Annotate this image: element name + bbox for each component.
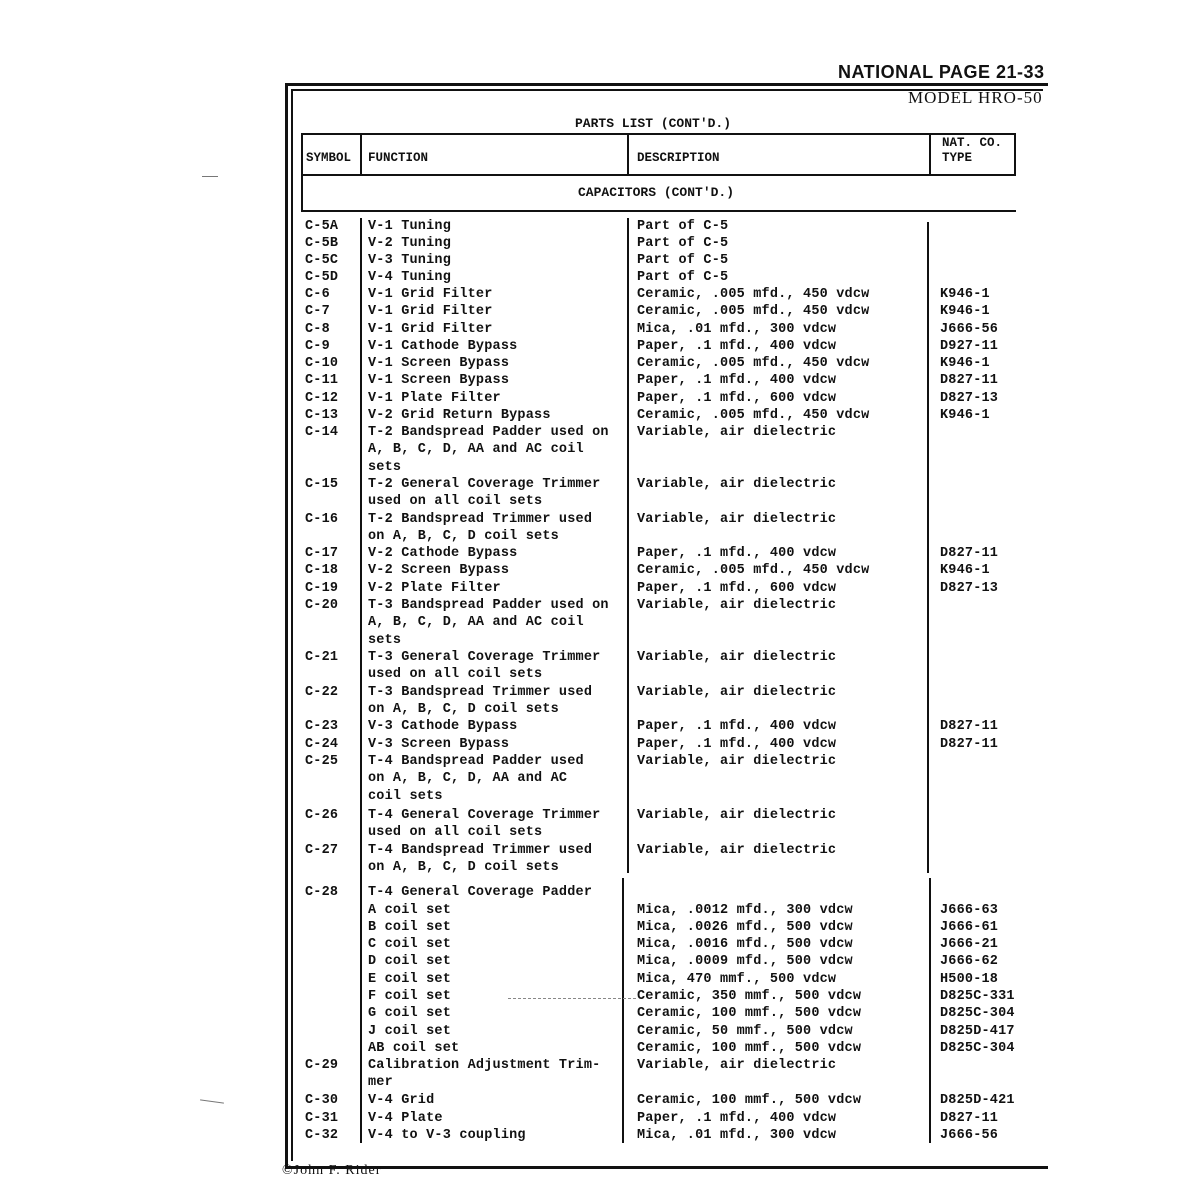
part-type: D827-11 [940, 546, 999, 561]
part-description: Paper, .1 mfd., 400 vdcw [637, 373, 837, 388]
part-symbol: C-26 [305, 808, 339, 823]
part-function: T-4 General Coverage Trimmer used on all coil sets [368, 808, 601, 841]
part-description: Ceramic, 350 mmf., 500 vdcw [637, 989, 862, 1004]
part-description: Variable, air dielectric [637, 650, 837, 665]
part-description: Variable, air dielectric [637, 808, 837, 823]
part-description: Ceramic, 100 mmf., 500 vdcw [637, 1006, 862, 1021]
part-function: V-1 Grid Filter [368, 287, 493, 302]
part-symbol: C-9 [305, 339, 330, 354]
part-function: V-1 Tuning [368, 219, 452, 234]
part-type: K946-1 [940, 408, 990, 423]
part-function: V-1 Grid Filter [368, 322, 493, 337]
part-function: V-1 Cathode Bypass [368, 339, 518, 354]
part-description: Paper, .1 mfd., 400 vdcw [637, 1111, 837, 1126]
part-type: K946-1 [940, 356, 990, 371]
part-function: V-3 Screen Bypass [368, 737, 510, 752]
part-symbol: C-5C [305, 253, 339, 268]
column-header-type-line2: TYPE [942, 151, 973, 165]
part-symbol: C-27 [305, 843, 339, 858]
copyright-footer: ©John F. Rider [282, 1163, 382, 1178]
part-symbol: C-24 [305, 737, 339, 752]
part-function: AB coil set [368, 1041, 460, 1056]
part-type: D827-13 [940, 391, 999, 406]
part-type: D825D-421 [940, 1093, 1015, 1108]
part-symbol: C-13 [305, 408, 339, 423]
part-symbol: C-19 [305, 581, 339, 596]
part-function: V-2 Cathode Bypass [368, 546, 518, 561]
part-description: Variable, air dielectric [637, 843, 837, 858]
part-description: Part of C-5 [637, 236, 729, 251]
part-symbol: C-16 [305, 512, 339, 527]
part-function: T-3 Bandspread Trimmer used on A, B, C, D coil sets [368, 685, 593, 718]
part-symbol: C-21 [305, 650, 339, 665]
part-symbol: C-5A [305, 219, 339, 234]
part-type: J666-62 [940, 954, 999, 969]
part-symbol: C-30 [305, 1093, 339, 1108]
part-type: D827-11 [940, 373, 999, 388]
part-description: Ceramic, .005 mfd., 450 vdcw [637, 408, 870, 423]
part-function: A coil set [368, 903, 452, 918]
part-function: G coil set [368, 1006, 452, 1021]
part-symbol: C-28 [305, 885, 339, 900]
margin-mark [202, 176, 218, 177]
part-symbol: C-7 [305, 304, 330, 319]
part-symbol: C-10 [305, 356, 339, 371]
part-description: Variable, air dielectric [637, 477, 837, 492]
part-type: D827-11 [940, 737, 999, 752]
part-description: Mica, .0026 mfd., 500 vdcw [637, 920, 853, 935]
part-function: V-2 Tuning [368, 236, 452, 251]
part-description: Ceramic, .005 mfd., 450 vdcw [637, 304, 870, 319]
part-type: D825D-417 [940, 1024, 1015, 1039]
part-description: Paper, .1 mfd., 400 vdcw [637, 719, 837, 734]
part-function: T-2 General Coverage Trimmer used on all coil sets [368, 477, 601, 510]
part-symbol: C-25 [305, 754, 339, 769]
part-symbol: C-32 [305, 1128, 339, 1143]
model-label: MODEL HRO-50 [908, 88, 1043, 107]
part-type: D827-13 [940, 581, 999, 596]
part-function: T-3 General Coverage Trimmer used on all coil sets [368, 650, 601, 683]
part-description: Paper, .1 mfd., 600 vdcw [637, 391, 837, 406]
part-type: K946-1 [940, 304, 990, 319]
part-type: D825C-304 [940, 1006, 1015, 1021]
part-function: V-1 Screen Bypass [368, 373, 510, 388]
part-description: Variable, air dielectric [637, 425, 837, 440]
part-type: J666-56 [940, 1128, 999, 1143]
part-description: Mica, .0009 mfd., 500 vdcw [637, 954, 853, 969]
part-symbol: C-5D [305, 270, 339, 285]
part-type: J666-61 [940, 920, 999, 935]
part-symbol: C-6 [305, 287, 330, 302]
part-symbol: C-29 [305, 1058, 339, 1073]
part-symbol: C-8 [305, 322, 330, 337]
part-function: D coil set [368, 954, 452, 969]
part-symbol: C-18 [305, 563, 339, 578]
column-header-symbol: SYMBOL [306, 151, 352, 165]
part-function: T-4 Bandspread Padder used on A, B, C, D, AA and AC coil sets [368, 754, 584, 804]
part-function: V-4 Plate [368, 1111, 443, 1126]
part-function: C coil set [368, 937, 452, 952]
part-function: J coil set [368, 1024, 452, 1039]
part-type: K946-1 [940, 563, 990, 578]
part-symbol: C-22 [305, 685, 339, 700]
part-type: J666-21 [940, 937, 999, 952]
part-description: Ceramic, 50 mmf., 500 vdcw [637, 1024, 853, 1039]
part-function: V-1 Plate Filter [368, 391, 501, 406]
part-function: V-3 Tuning [368, 253, 452, 268]
part-description: Mica, 470 mmf., 500 vdcw [637, 972, 837, 987]
part-function: V-2 Screen Bypass [368, 563, 510, 578]
part-description: Ceramic, 100 mmf., 500 vdcw [637, 1093, 862, 1108]
part-description: Ceramic, .005 mfd., 450 vdcw [637, 563, 870, 578]
part-function: V-2 Plate Filter [368, 581, 501, 596]
table-title: PARTS LIST (CONT'D.) [575, 116, 732, 131]
part-description: Paper, .1 mfd., 600 vdcw [637, 581, 837, 596]
part-function: E coil set [368, 972, 452, 987]
part-function: V-2 Grid Return Bypass [368, 408, 551, 423]
part-function: V-1 Screen Bypass [368, 356, 510, 371]
part-symbol: C-14 [305, 425, 339, 440]
part-type: D825C-331 [940, 989, 1015, 1004]
part-type: D825C-304 [940, 1041, 1015, 1056]
part-description: Paper, .1 mfd., 400 vdcw [637, 339, 837, 354]
part-function: T-4 Bandspread Trimmer used on A, B, C, D coil sets [368, 843, 593, 876]
part-symbol: C-15 [305, 477, 339, 492]
part-symbol: C-31 [305, 1111, 339, 1126]
part-description: Mica, .01 mfd., 300 vdcw [637, 322, 837, 337]
part-symbol: C-5B [305, 236, 339, 251]
part-description: Paper, .1 mfd., 400 vdcw [637, 737, 837, 752]
part-type: D827-11 [940, 1111, 999, 1126]
part-symbol: C-12 [305, 391, 339, 406]
part-description: Variable, air dielectric [637, 512, 837, 527]
page-header: NATIONAL PAGE 21-33 [838, 62, 1045, 82]
part-type: D827-11 [940, 719, 999, 734]
column-header-type-line1: NAT. CO. [942, 136, 1003, 150]
part-type: D927-11 [940, 339, 999, 354]
part-function: B coil set [368, 920, 452, 935]
section-title: CAPACITORS (CONT'D.) [578, 185, 735, 200]
part-symbol: C-23 [305, 719, 339, 734]
part-description: Part of C-5 [637, 219, 729, 234]
part-description: Part of C-5 [637, 253, 729, 268]
part-description: Ceramic, .005 mfd., 450 vdcw [637, 356, 870, 371]
part-function: F coil set [368, 989, 452, 1004]
column-header-function: FUNCTION [368, 151, 429, 165]
part-description: Paper, .1 mfd., 400 vdcw [637, 546, 837, 561]
part-description: Variable, air dielectric [637, 685, 837, 700]
part-function: T-2 Bandspread Padder used on A, B, C, D, AA and AC coil sets [368, 425, 609, 475]
part-function: Calibration Adjustment Trim- mer [368, 1058, 601, 1091]
part-type: K946-1 [940, 287, 990, 302]
part-symbol: C-17 [305, 546, 339, 561]
part-type: J666-63 [940, 903, 999, 918]
part-function: T-2 Bandspread Trimmer used on A, B, C, D coil sets [368, 512, 593, 545]
part-function: V-1 Grid Filter [368, 304, 493, 319]
part-function: V-4 Grid [368, 1093, 435, 1108]
part-description: Mica, .01 mfd., 300 vdcw [637, 1128, 837, 1143]
part-description: Ceramic, .005 mfd., 450 vdcw [637, 287, 870, 302]
part-symbol: C-11 [305, 373, 339, 388]
part-symbol: C-20 [305, 598, 339, 613]
part-function: V-4 to V-3 coupling [368, 1128, 526, 1143]
part-function: T-4 General Coverage Padder [368, 885, 593, 900]
stray-dashed-mark [508, 998, 636, 999]
part-function: V-3 Cathode Bypass [368, 719, 518, 734]
part-function: V-4 Tuning [368, 270, 452, 285]
part-description: Ceramic, 100 mmf., 500 vdcw [637, 1041, 862, 1056]
part-type: J666-56 [940, 322, 999, 337]
part-description: Mica, .0012 mfd., 300 vdcw [637, 903, 853, 918]
part-description: Part of C-5 [637, 270, 729, 285]
part-description: Variable, air dielectric [637, 754, 837, 769]
part-function: T-3 Bandspread Padder used on A, B, C, D, AA and AC coil sets [368, 598, 609, 648]
part-description: Variable, air dielectric [637, 598, 837, 613]
part-type: H500-18 [940, 972, 999, 987]
part-description: Variable, air dielectric [637, 1058, 837, 1073]
part-description: Mica, .0016 mfd., 500 vdcw [637, 937, 853, 952]
column-header-description: DESCRIPTION [637, 151, 720, 165]
